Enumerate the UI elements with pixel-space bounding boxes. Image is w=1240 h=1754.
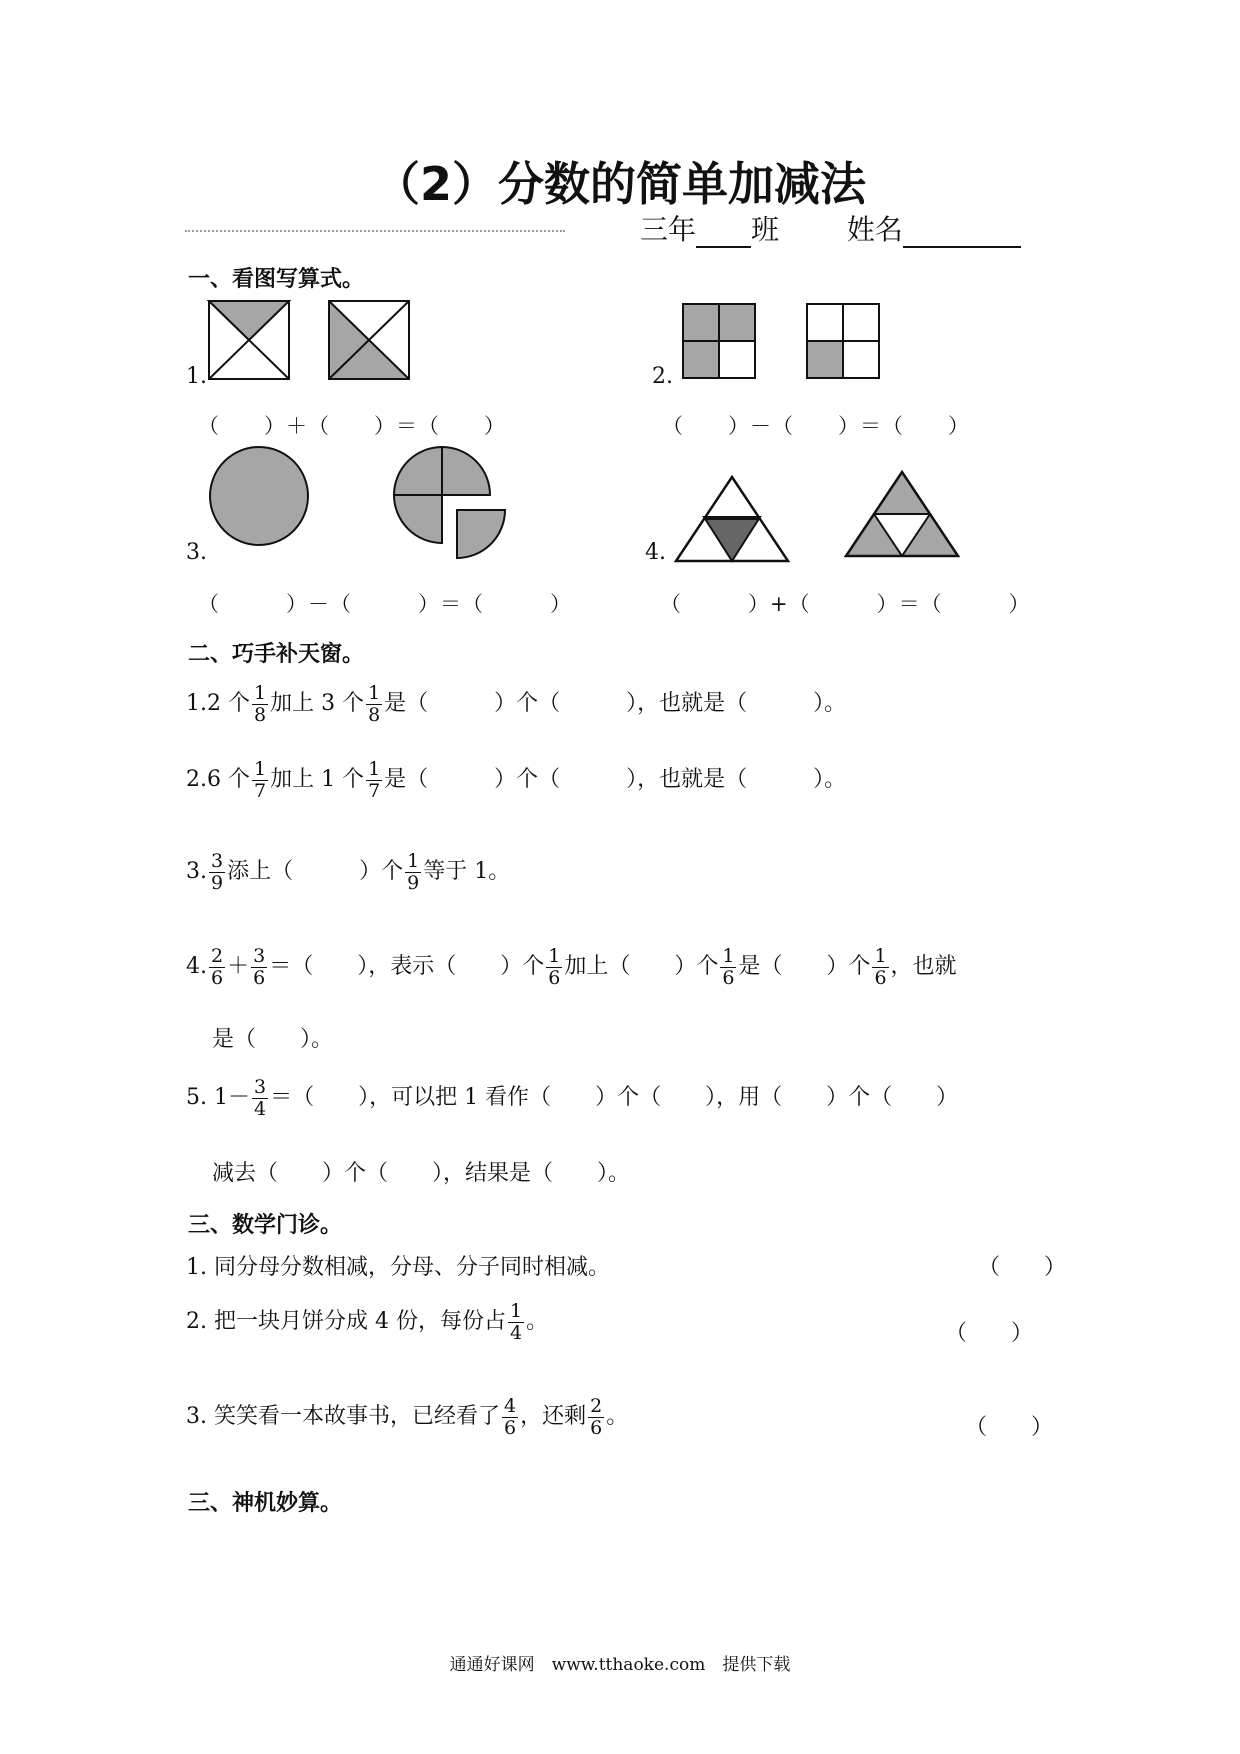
s2-q3-text-b[interactable]: 添上（ ）个	[227, 859, 404, 884]
s2-q4-fraction-1: $\frac{2}{6}$	[211, 944, 224, 989]
s3-q1-answer[interactable]: （ ）	[978, 1255, 1067, 1280]
name-label: 姓名	[846, 213, 903, 246]
s3-q2-text-b: 。	[526, 1309, 549, 1334]
s3-q3-text-a: 3. 笑笑看一本故事书，已经看了	[186, 1404, 500, 1429]
s2-q1	[186, 682, 846, 726]
s3-q2-text-a: 2. 把一块月饼分成 4 份，每份占	[186, 1309, 506, 1334]
s2-q5	[186, 1076, 958, 1120]
s2-q1-text-b: 加上 3 个	[270, 691, 365, 716]
name-blank[interactable]	[903, 220, 1021, 248]
s2-q2-fraction-2: $\frac{1}{7}$	[368, 757, 381, 802]
s2-q1-text-c[interactable]: 是（ ）个（ ），也就是（ ）。	[384, 691, 847, 716]
s3-q2-fraction: $\frac{1}{4}$	[509, 1299, 523, 1344]
s3-q3-text-c: 。	[606, 1404, 629, 1429]
figure3a	[208, 445, 310, 547]
s2-q4	[186, 945, 957, 989]
s2-q4-fraction-4: $\frac{1}{6}$	[722, 944, 735, 989]
s2-q1-text-a: 1.2 个	[186, 691, 250, 716]
figure1b	[328, 300, 413, 380]
s2-q5-fraction: $\frac{3}{4}$	[253, 1075, 267, 1120]
s2-q4-text-c[interactable]: 加上（ ）个	[564, 954, 719, 979]
s2-q5-text-a: 5. 1－	[186, 1085, 250, 1110]
figure4a	[675, 475, 790, 565]
s3-q1-text: 1. 同分母分数相减，分母、分子同时相减。	[186, 1255, 610, 1280]
grade-label: 三年	[640, 213, 697, 246]
dotted-rule	[185, 230, 565, 232]
class-blank[interactable]	[696, 220, 751, 248]
item3-equation[interactable]: （ ）－（ ）＝（ ）	[198, 592, 572, 616]
s2-q4-fraction-3: $\frac{1}{6}$	[548, 944, 561, 989]
s2-q4-fraction-2: $\frac{3}{6}$	[253, 944, 266, 989]
s3-q3-fraction-1: $\frac{4}{6}$	[503, 1394, 517, 1439]
s2-q4-fraction-5: $\frac{1}{6}$	[874, 944, 887, 989]
s2-q3	[186, 850, 510, 894]
s3-q3	[186, 1395, 628, 1439]
s2-q4-text-e: ，也就	[890, 954, 957, 979]
s2-q2-text-a: 2.6 个	[186, 767, 250, 792]
s2-q1-fraction: $\frac{1}{8}$	[253, 681, 267, 726]
item2-equation[interactable]: （ ）－（ ）＝（ ）	[662, 414, 970, 438]
s2-q4-plus: ＋	[227, 954, 250, 979]
item2-label: 2.	[652, 364, 673, 389]
s3-q3-text-b: ，还剩	[520, 1404, 587, 1429]
s2-q5-text-b[interactable]: ＝（ ），可以把 1 看作（ ）个（ ），用（ ）个（ ）	[270, 1085, 959, 1110]
section3-heading: 三、数学门诊。	[188, 1213, 343, 1238]
item1-label: 1.	[186, 364, 207, 389]
figure2a	[682, 303, 756, 379]
s3-q2	[186, 1300, 548, 1344]
figure3b	[392, 445, 517, 560]
s2-q1-fraction-2: $\frac{1}{8}$	[368, 681, 381, 726]
s3-q3-fraction-2: $\frac{2}{6}$	[590, 1394, 603, 1439]
s2-q4-text-d[interactable]: 是（ ）个	[738, 954, 871, 979]
section4-heading: 三、神机妙算。	[188, 1491, 343, 1516]
s2-q4-text-a: 4.	[186, 954, 207, 979]
figure1a	[208, 300, 293, 380]
s2-q4-text-b[interactable]: ＝（ ），表示（ ）个	[269, 954, 545, 979]
s2-q5-line2[interactable]: 减去（ ）个（ ），结果是（ ）。	[212, 1161, 631, 1186]
page-title: （2）分数的简单加减法	[373, 157, 866, 211]
item4-label: 4.	[645, 540, 666, 565]
s2-q3-fraction-1: $\frac{3}{9}$	[211, 849, 224, 894]
s2-q3-text-c: 等于 1。	[423, 859, 511, 884]
s3-q2-answer[interactable]: （ ）	[945, 1321, 1034, 1346]
class-name-line	[640, 208, 1021, 248]
s2-q2-text-b: 加上 1 个	[270, 767, 365, 792]
item3-label: 3.	[186, 540, 207, 565]
footer-credit: 通通好课网 www.tthaoke.com 提供下载	[449, 1655, 791, 1675]
item1-equation[interactable]: （ ）＋（ ）＝（ ）	[198, 414, 506, 438]
s2-q4-line2[interactable]: 是（ ）。	[212, 1027, 334, 1052]
s3-q3-answer[interactable]: （ ）	[965, 1415, 1054, 1440]
s2-q2-text-c[interactable]: 是（ ）个（ ），也就是（ ）。	[384, 767, 847, 792]
figure4b	[845, 470, 960, 560]
s2-q2-fraction: $\frac{1}{7}$	[253, 757, 267, 802]
item4-equation[interactable]: （ ）+（ ）＝（ ）	[660, 592, 1031, 616]
section2-heading: 二、巧手补天窗。	[188, 642, 365, 667]
figure2b	[806, 303, 880, 379]
section1-heading: 一、看图写算式。	[188, 267, 365, 292]
s2-q3-text-a: 3.	[186, 859, 207, 884]
s2-q2	[186, 758, 846, 802]
class-label: 班	[751, 213, 780, 246]
s2-q3-fraction-2: $\frac{1}{9}$	[407, 849, 420, 894]
